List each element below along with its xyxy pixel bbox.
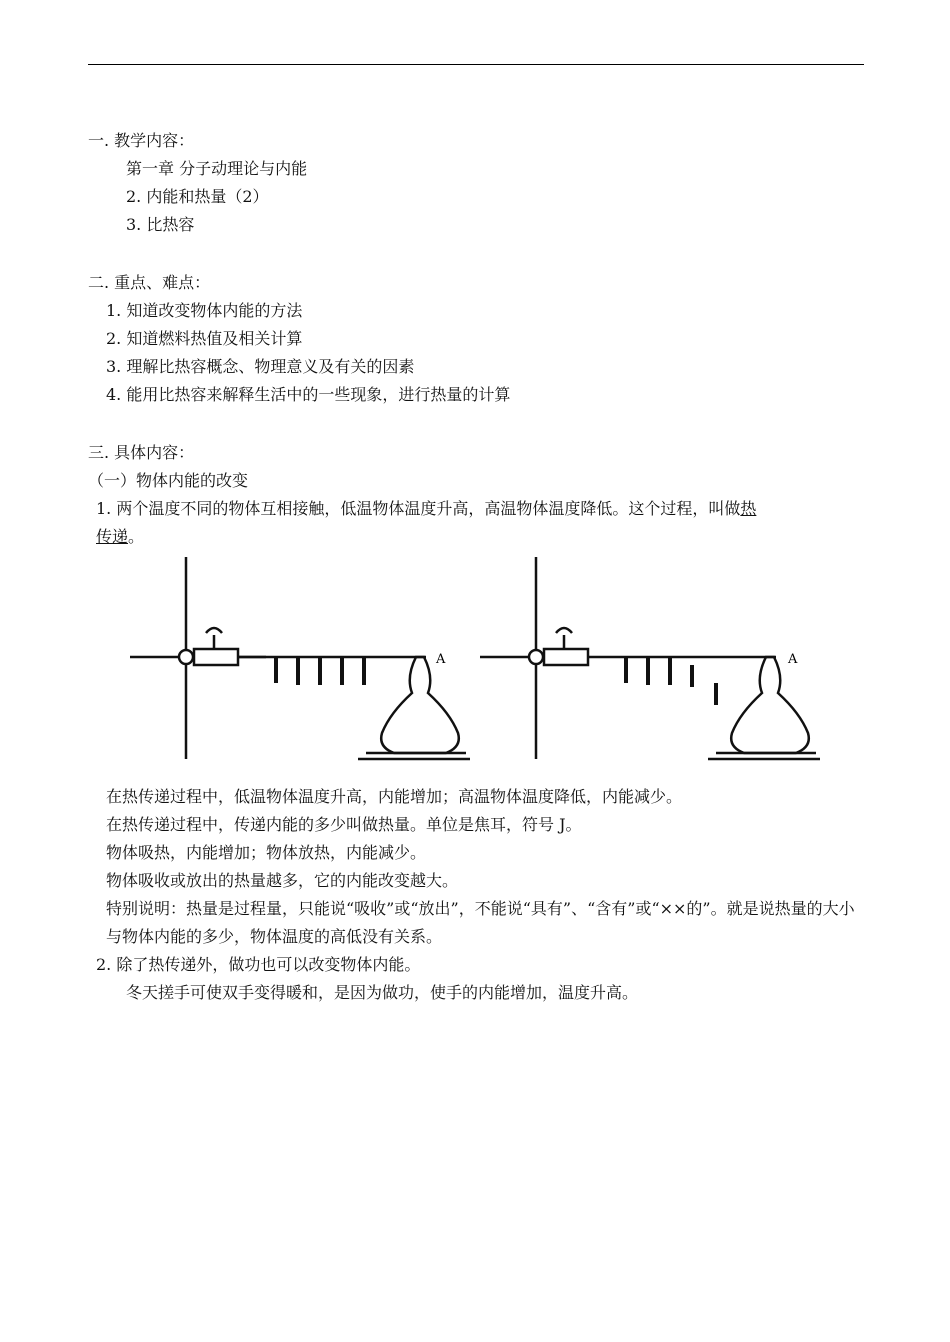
content-item: 2. 内能和热量（2） [126, 187, 269, 206]
section3-heading: 三. 具体内容： [88, 443, 195, 462]
key-point: 1. 知道改变物体内能的方法 [106, 301, 303, 320]
chapter-title: 第一章 分子动理论与内能 [126, 159, 308, 178]
section2-heading: 二. 重点、难点： [88, 273, 211, 292]
content-item: 3. 比热容 [126, 215, 195, 234]
figure-label-a-left: A [436, 652, 446, 667]
document-body [88, 127, 864, 1007]
paragraph-heat-transfer: 1. 两个温度不同的物体互相接触，低温物体温度升高，高温物体温度降低。这个过程，叫做热 传递。 [96, 499, 757, 546]
term-heat: 热 [740, 499, 757, 518]
special-note: 特别说明：热量是过程量，只能说“吸收”或“放出”，不能说“具有”、“含有”或“××的”。就是说热量的大小与物体内能的多少，物体温度的高低没有关系。 [106, 899, 855, 946]
text-line: 在热传递过程中，低温物体温度升高，内能增加；高温物体温度降低，内能减少。 [106, 787, 683, 806]
key-point: 4. 能用比热容来解释生活中的一些现象，进行热量的计算 [106, 385, 511, 404]
example-text: 冬天搓手可使双手变得暖和，是因为做功，使手的内能增加，温度升高。 [126, 983, 639, 1002]
term-transfer: 传递 [96, 527, 129, 546]
text-line: 物体吸收或放出的热量越多，它的内能改变越大。 [106, 871, 459, 890]
text-line: 物体吸热，内能增加；物体放热，内能减少。 [106, 843, 427, 862]
paragraph-work: 2. 除了热传递外，做功也可以改变物体内能。 [96, 955, 421, 974]
key-point: 2. 知道燃料热值及相关计算 [106, 329, 303, 348]
heat-conduction-figure [88, 553, 864, 783]
apparatus-illustration [126, 553, 826, 765]
figure-label-a-right: A [788, 652, 798, 667]
key-point: 3. 理解比热容概念、物理意义及有关的因素 [106, 357, 415, 376]
text-line: 在热传递过程中，传递内能的多少叫做热量。单位是焦耳，符号 J。 [106, 815, 582, 834]
header-rule [88, 64, 864, 65]
section1-heading: 一. 教学内容： [88, 131, 195, 150]
subsection-heading: （一）物体内能的改变 [88, 471, 249, 490]
